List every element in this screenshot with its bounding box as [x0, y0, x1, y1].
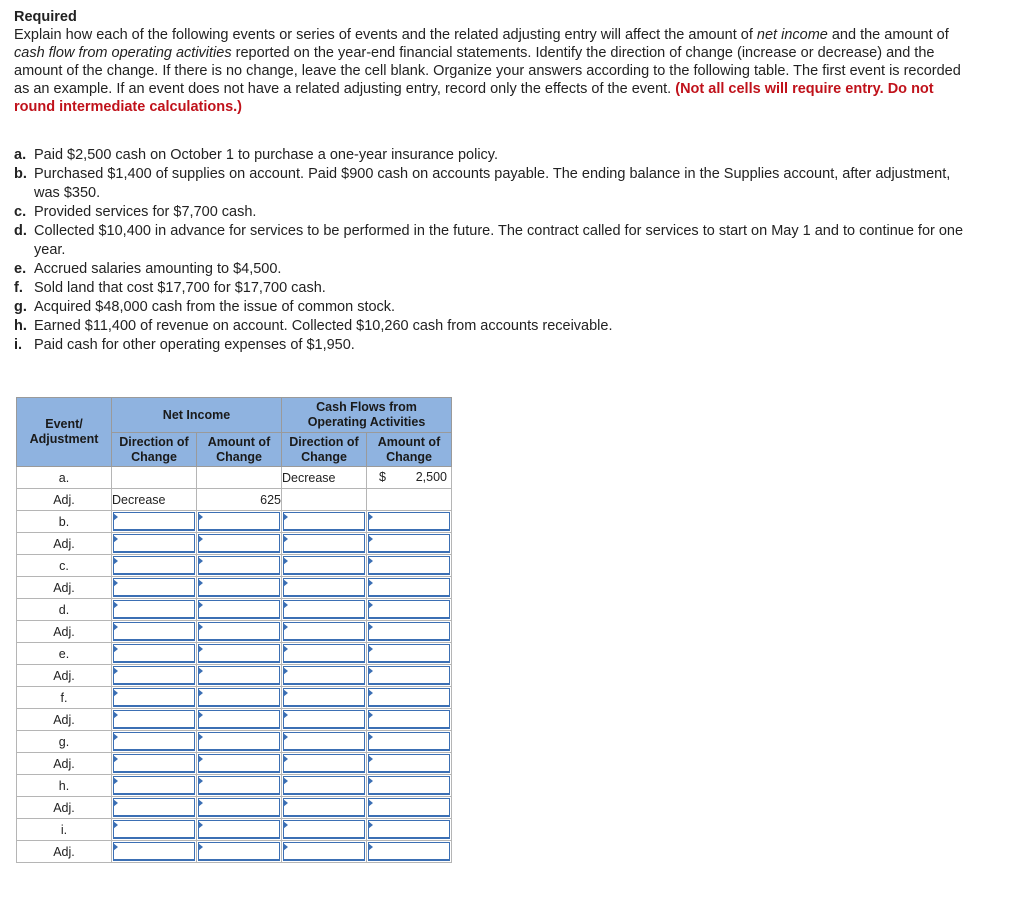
event-text: Paid $2,500 cash on October 1 to purchase a one-year insurance policy. [34, 147, 499, 163]
instructions-text-3: reported on the year-end financial statements. Identify the direction of change (increase or decrease) and the amount of the change. If there is no change, leave the cell blank. Organize your answers according to the following table. The first event is recorded as an example. If an event does not have a related adjusting entry, record only the effects of the event. [14, 45, 961, 97]
input-marker-icon [198, 843, 203, 851]
ni-amount-input-cell [197, 819, 282, 841]
cf-direction-input-cell [282, 819, 367, 841]
cf-amount-input-cell [367, 819, 452, 841]
cf-amount-input[interactable] [368, 556, 450, 575]
event-letter: i. [14, 337, 23, 353]
cf-direction-input[interactable] [283, 622, 365, 641]
cf-direction-input[interactable] [283, 732, 365, 751]
instructions-note: (Not all cells will require entry. Do not round intermediate calculations.) [14, 81, 934, 115]
table-row [17, 643, 452, 665]
ni-amount-input-cell [197, 775, 282, 797]
ni-direction-input[interactable] [113, 754, 195, 773]
ni-amount-input-cell [197, 797, 282, 819]
cf-direction-input-cell [282, 775, 367, 797]
input-marker-icon [368, 513, 373, 521]
ni-direction-cell: Decrease [112, 489, 197, 511]
ni-direction-input[interactable] [113, 578, 195, 597]
row-label: Adj. [17, 489, 112, 511]
input-marker-icon [113, 821, 118, 829]
header-cf-direction: Direction of Change [282, 433, 367, 467]
input-marker-icon [113, 689, 118, 697]
cf-amount-cell [367, 489, 452, 511]
input-marker-icon [198, 645, 203, 653]
ni-direction-input-cell [112, 709, 197, 731]
table-row [17, 753, 452, 775]
ni-direction-input[interactable] [113, 512, 195, 531]
cf-amount-input[interactable] [368, 578, 450, 597]
table-row [17, 731, 452, 753]
ni-amount-input[interactable] [198, 688, 280, 707]
table-row [17, 511, 452, 533]
event-letter: g. [14, 299, 27, 315]
cf-direction-input-cell [282, 665, 367, 687]
input-marker-icon [368, 623, 373, 631]
event-text: Earned $11,400 of revenue on account. Collected $10,260 cash from accounts receivable. [34, 318, 613, 334]
event-text: Sold land that cost $17,700 for $17,700 cash. [34, 280, 326, 296]
input-marker-icon [283, 843, 288, 851]
ni-amount-input[interactable] [198, 600, 280, 619]
input-marker-icon [113, 513, 118, 521]
input-marker-icon [283, 645, 288, 653]
cf-direction-cell [282, 489, 367, 511]
event-item [14, 260, 1010, 279]
table-row [17, 467, 452, 489]
input-marker-icon [198, 623, 203, 631]
event-item [14, 279, 1010, 298]
cf-direction-input-cell [282, 599, 367, 621]
table-row [17, 819, 452, 841]
input-marker-icon [368, 799, 373, 807]
ni-direction-input[interactable] [113, 556, 195, 575]
input-marker-icon [198, 733, 203, 741]
input-marker-icon [283, 513, 288, 521]
input-marker-icon [368, 755, 373, 763]
input-marker-icon [368, 689, 373, 697]
event-letter: h. [14, 318, 27, 334]
row-label: Adj. [17, 533, 112, 555]
cf-direction-input-cell [282, 643, 367, 665]
ni-amount-input-cell [197, 709, 282, 731]
event-item [14, 146, 1010, 165]
input-marker-icon [368, 557, 373, 565]
input-marker-icon [283, 799, 288, 807]
input-marker-icon [198, 821, 203, 829]
ni-direction-input-cell [112, 511, 197, 533]
ni-direction-input-cell [112, 665, 197, 687]
ni-direction-input[interactable] [113, 776, 195, 795]
event-letter: d. [14, 223, 27, 239]
table-row [17, 555, 452, 577]
ni-amount-input-cell [197, 621, 282, 643]
input-marker-icon [283, 601, 288, 609]
ni-direction-input[interactable] [113, 534, 195, 553]
ni-direction-input-cell [112, 841, 197, 863]
cf-amount-input-cell [367, 533, 452, 555]
event-text: Provided services for $7,700 cash. [34, 204, 257, 220]
table-row [17, 533, 452, 555]
cf-direction-input-cell [282, 731, 367, 753]
input-marker-icon [283, 557, 288, 565]
ni-direction-input-cell [112, 621, 197, 643]
ni-direction-input[interactable] [113, 842, 195, 861]
input-marker-icon [368, 843, 373, 851]
input-marker-icon [368, 535, 373, 543]
cf-amount-input-cell [367, 511, 452, 533]
answer-table [16, 397, 452, 863]
event-item [14, 222, 1010, 260]
cf-amount-input[interactable] [368, 622, 450, 641]
input-marker-icon [283, 689, 288, 697]
cf-amount-input-cell [367, 731, 452, 753]
input-marker-icon [198, 557, 203, 565]
cf-amount-input-cell [367, 753, 452, 775]
input-marker-icon [113, 601, 118, 609]
input-marker-icon [113, 799, 118, 807]
input-marker-icon [198, 689, 203, 697]
cf-amount-input[interactable] [368, 798, 450, 817]
ni-direction-input-cell [112, 753, 197, 775]
ni-amount-input[interactable] [198, 644, 280, 663]
ni-amount-input[interactable] [198, 534, 280, 553]
input-marker-icon [113, 755, 118, 763]
event-letter: f. [14, 280, 23, 296]
input-marker-icon [283, 711, 288, 719]
row-label: Adj. [17, 577, 112, 599]
cf-amount-input[interactable] [368, 776, 450, 795]
event-item [14, 203, 1010, 222]
row-label: i. [17, 819, 112, 841]
cf-direction-input[interactable] [283, 798, 365, 817]
row-label: f. [17, 687, 112, 709]
row-label: Adj. [17, 621, 112, 643]
cf-direction-input-cell [282, 687, 367, 709]
table-row [17, 489, 452, 511]
ni-amount-input[interactable] [198, 732, 280, 751]
input-marker-icon [113, 579, 118, 587]
input-marker-icon [113, 733, 118, 741]
row-label: e. [17, 643, 112, 665]
ni-direction-input-cell [112, 577, 197, 599]
ni-amount-cell [197, 467, 282, 489]
question-page [0, 0, 1024, 355]
input-marker-icon [368, 733, 373, 741]
input-marker-icon [198, 535, 203, 543]
ni-direction-input[interactable] [113, 644, 195, 663]
answer-table-body [17, 467, 452, 863]
table-row [17, 797, 452, 819]
cf-direction-input[interactable] [283, 820, 365, 839]
event-text: Purchased $1,400 of supplies on account. Paid $900 cash on accounts payable. The ending balance in the Supplies account, after adjustment, was $350. [34, 166, 951, 201]
ni-amount-input[interactable] [198, 622, 280, 641]
row-label: Adj. [17, 753, 112, 775]
cf-amount-input[interactable] [368, 600, 450, 619]
header-net-income: Net Income [112, 398, 282, 433]
header-event-adjustment: Event/ Adjustment [17, 398, 112, 467]
ni-direction-input-cell [112, 797, 197, 819]
cf-direction-input-cell [282, 577, 367, 599]
ni-amount-input[interactable] [198, 754, 280, 773]
cf-amount-input-cell [367, 577, 452, 599]
table-row [17, 665, 452, 687]
ni-amount-input-cell [197, 643, 282, 665]
event-text: Paid cash for other operating expenses of $1,950. [34, 337, 355, 353]
input-marker-icon [113, 557, 118, 565]
input-marker-icon [368, 579, 373, 587]
row-label: a. [17, 467, 112, 489]
ni-amount-input[interactable] [198, 666, 280, 685]
instructions-text-1: Explain how each of the following events or series of events and the related adjusting entry will affect the amount of [14, 27, 757, 43]
input-marker-icon [113, 535, 118, 543]
cf-amount-cell [367, 467, 452, 489]
ni-direction-input[interactable] [113, 820, 195, 839]
event-text: Acquired $48,000 cash from the issue of common stock. [34, 299, 396, 315]
input-marker-icon [368, 667, 373, 675]
cf-direction-input[interactable] [283, 600, 365, 619]
ni-amount-input[interactable] [198, 842, 280, 861]
cf-direction-input[interactable] [283, 534, 365, 553]
input-marker-icon [283, 667, 288, 675]
cf-amount-input[interactable] [368, 732, 450, 751]
ni-amount-input[interactable] [198, 776, 280, 795]
input-marker-icon [113, 777, 118, 785]
input-marker-icon [113, 623, 118, 631]
cf-direction-input-cell [282, 797, 367, 819]
event-letter: c. [14, 204, 27, 220]
row-label: d. [17, 599, 112, 621]
input-marker-icon [283, 535, 288, 543]
cf-direction-input[interactable] [283, 754, 365, 773]
cf-direction-input[interactable] [283, 644, 365, 663]
cf-amount-input-cell [367, 709, 452, 731]
ni-amount-input[interactable] [198, 710, 280, 729]
event-letter: a. [14, 147, 27, 163]
input-marker-icon [113, 645, 118, 653]
dollar-sign: $ [379, 470, 386, 484]
row-label: g. [17, 731, 112, 753]
cf-direction-input[interactable] [283, 710, 365, 729]
input-marker-icon [198, 667, 203, 675]
ni-amount-input-cell [197, 555, 282, 577]
ni-amount-input-cell [197, 599, 282, 621]
cf-direction-cell: Decrease [282, 467, 367, 489]
input-marker-icon [113, 711, 118, 719]
ni-direction-input-cell [112, 555, 197, 577]
instructions-emphasis-net-income: net income [756, 27, 828, 43]
table-row [17, 687, 452, 709]
ni-amount-input-cell [197, 577, 282, 599]
ni-amount-input-cell [197, 731, 282, 753]
cf-direction-input-cell [282, 555, 367, 577]
ni-amount-input[interactable] [198, 556, 280, 575]
ni-direction-input-cell [112, 775, 197, 797]
cf-amount-input-cell [367, 665, 452, 687]
table-row [17, 599, 452, 621]
ni-amount-input-cell [197, 841, 282, 863]
event-letter: b. [14, 166, 27, 182]
instructions-emphasis-cash-flow: cash flow from operating activities [14, 45, 232, 61]
ni-direction-input[interactable] [113, 732, 195, 751]
input-marker-icon [283, 755, 288, 763]
cf-amount-input-cell [367, 621, 452, 643]
ni-amount-input[interactable] [198, 578, 280, 597]
ni-amount-input-cell [197, 511, 282, 533]
input-marker-icon [198, 755, 203, 763]
cf-amount-input-cell [367, 797, 452, 819]
input-marker-icon [113, 843, 118, 851]
cf-direction-input[interactable] [283, 556, 365, 575]
cf-amount-input-cell [367, 555, 452, 577]
input-marker-icon [198, 799, 203, 807]
row-label: h. [17, 775, 112, 797]
instructions [14, 26, 974, 116]
event-item [14, 317, 1010, 336]
input-marker-icon [368, 821, 373, 829]
event-item [14, 336, 1010, 355]
cf-direction-input-cell [282, 841, 367, 863]
input-marker-icon [283, 777, 288, 785]
ni-direction-input-cell [112, 599, 197, 621]
cf-direction-input-cell [282, 533, 367, 555]
ni-direction-input-cell [112, 731, 197, 753]
ni-amount-input-cell [197, 753, 282, 775]
cf-amount-input[interactable] [368, 710, 450, 729]
input-marker-icon [283, 579, 288, 587]
input-marker-icon [368, 711, 373, 719]
ni-direction-input-cell [112, 687, 197, 709]
input-marker-icon [198, 513, 203, 521]
cf-direction-input-cell [282, 511, 367, 533]
cf-amount-input-cell [367, 775, 452, 797]
table-row [17, 775, 452, 797]
row-label: Adj. [17, 665, 112, 687]
table-row [17, 577, 452, 599]
events-list [14, 146, 1010, 355]
input-marker-icon [283, 623, 288, 631]
input-marker-icon [198, 579, 203, 587]
ni-direction-input-cell [112, 819, 197, 841]
ni-direction-input[interactable] [113, 798, 195, 817]
ni-direction-input[interactable] [113, 666, 195, 685]
ni-direction-input[interactable] [113, 710, 195, 729]
input-marker-icon [368, 601, 373, 609]
cf-direction-input[interactable] [283, 842, 365, 861]
ni-amount-input-cell [197, 533, 282, 555]
cf-direction-input[interactable] [283, 666, 365, 685]
cf-direction-input-cell [282, 753, 367, 775]
header-cash-flows: Cash Flows from Operating Activities [282, 398, 452, 433]
row-label: Adj. [17, 797, 112, 819]
row-label: b. [17, 511, 112, 533]
cf-direction-input[interactable] [283, 512, 365, 531]
input-marker-icon [368, 645, 373, 653]
instructions-text-2: and the amount of [827, 27, 949, 43]
table-row [17, 621, 452, 643]
cf-amount-input-cell [367, 643, 452, 665]
cf-amount-input[interactable] [368, 688, 450, 707]
ni-direction-input[interactable] [113, 622, 195, 641]
row-label: Adj. [17, 709, 112, 731]
ni-amount-input-cell [197, 687, 282, 709]
ni-direction-input-cell [112, 533, 197, 555]
ni-direction-input[interactable] [113, 688, 195, 707]
required-heading: Required [14, 9, 77, 25]
event-item [14, 165, 1010, 203]
cf-amount-input-cell [367, 599, 452, 621]
cf-amount-input-cell [367, 687, 452, 709]
header-cf-amount: Amount of Change [367, 433, 452, 467]
event-text: Accrued salaries amounting to $4,500. [34, 261, 282, 277]
ni-amount-input[interactable] [198, 798, 280, 817]
cf-amount-input[interactable] [368, 820, 450, 839]
event-item [14, 298, 1010, 317]
ni-amount-cell: 625 [197, 489, 282, 511]
row-label: Adj. [17, 841, 112, 863]
table-row [17, 841, 452, 863]
cf-amount-input[interactable] [368, 842, 450, 861]
input-marker-icon [198, 711, 203, 719]
cf-direction-input[interactable] [283, 776, 365, 795]
input-marker-icon [113, 667, 118, 675]
input-marker-icon [198, 601, 203, 609]
input-marker-icon [198, 777, 203, 785]
input-marker-icon [283, 733, 288, 741]
cf-amount-input-cell [367, 841, 452, 863]
ni-direction-input[interactable] [113, 600, 195, 619]
cf-amount-value: 2,500 [415, 470, 447, 484]
input-marker-icon [368, 777, 373, 785]
header-ni-direction: Direction of Change [112, 433, 197, 467]
event-letter: e. [14, 261, 27, 277]
cf-amount-input[interactable] [368, 534, 450, 553]
cf-amount-input[interactable] [368, 754, 450, 773]
table-row [17, 709, 452, 731]
cf-direction-input[interactable] [283, 578, 365, 597]
cf-direction-input-cell [282, 621, 367, 643]
ni-direction-input-cell [112, 643, 197, 665]
ni-amount-input[interactable] [198, 820, 280, 839]
cf-direction-input[interactable] [283, 688, 365, 707]
ni-direction-cell [112, 467, 197, 489]
input-marker-icon [283, 821, 288, 829]
cf-amount-input[interactable] [368, 512, 450, 531]
cf-amount-input[interactable] [368, 666, 450, 685]
header-ni-amount: Amount of Change [197, 433, 282, 467]
ni-amount-input-cell [197, 665, 282, 687]
ni-amount-input[interactable] [198, 512, 280, 531]
event-text: Collected $10,400 in advance for services to be performed in the future. The contract called for services to start on May 1 and to continue for one year. [34, 223, 964, 258]
cf-direction-input-cell [282, 709, 367, 731]
cf-amount-input[interactable] [368, 644, 450, 663]
row-label: c. [17, 555, 112, 577]
